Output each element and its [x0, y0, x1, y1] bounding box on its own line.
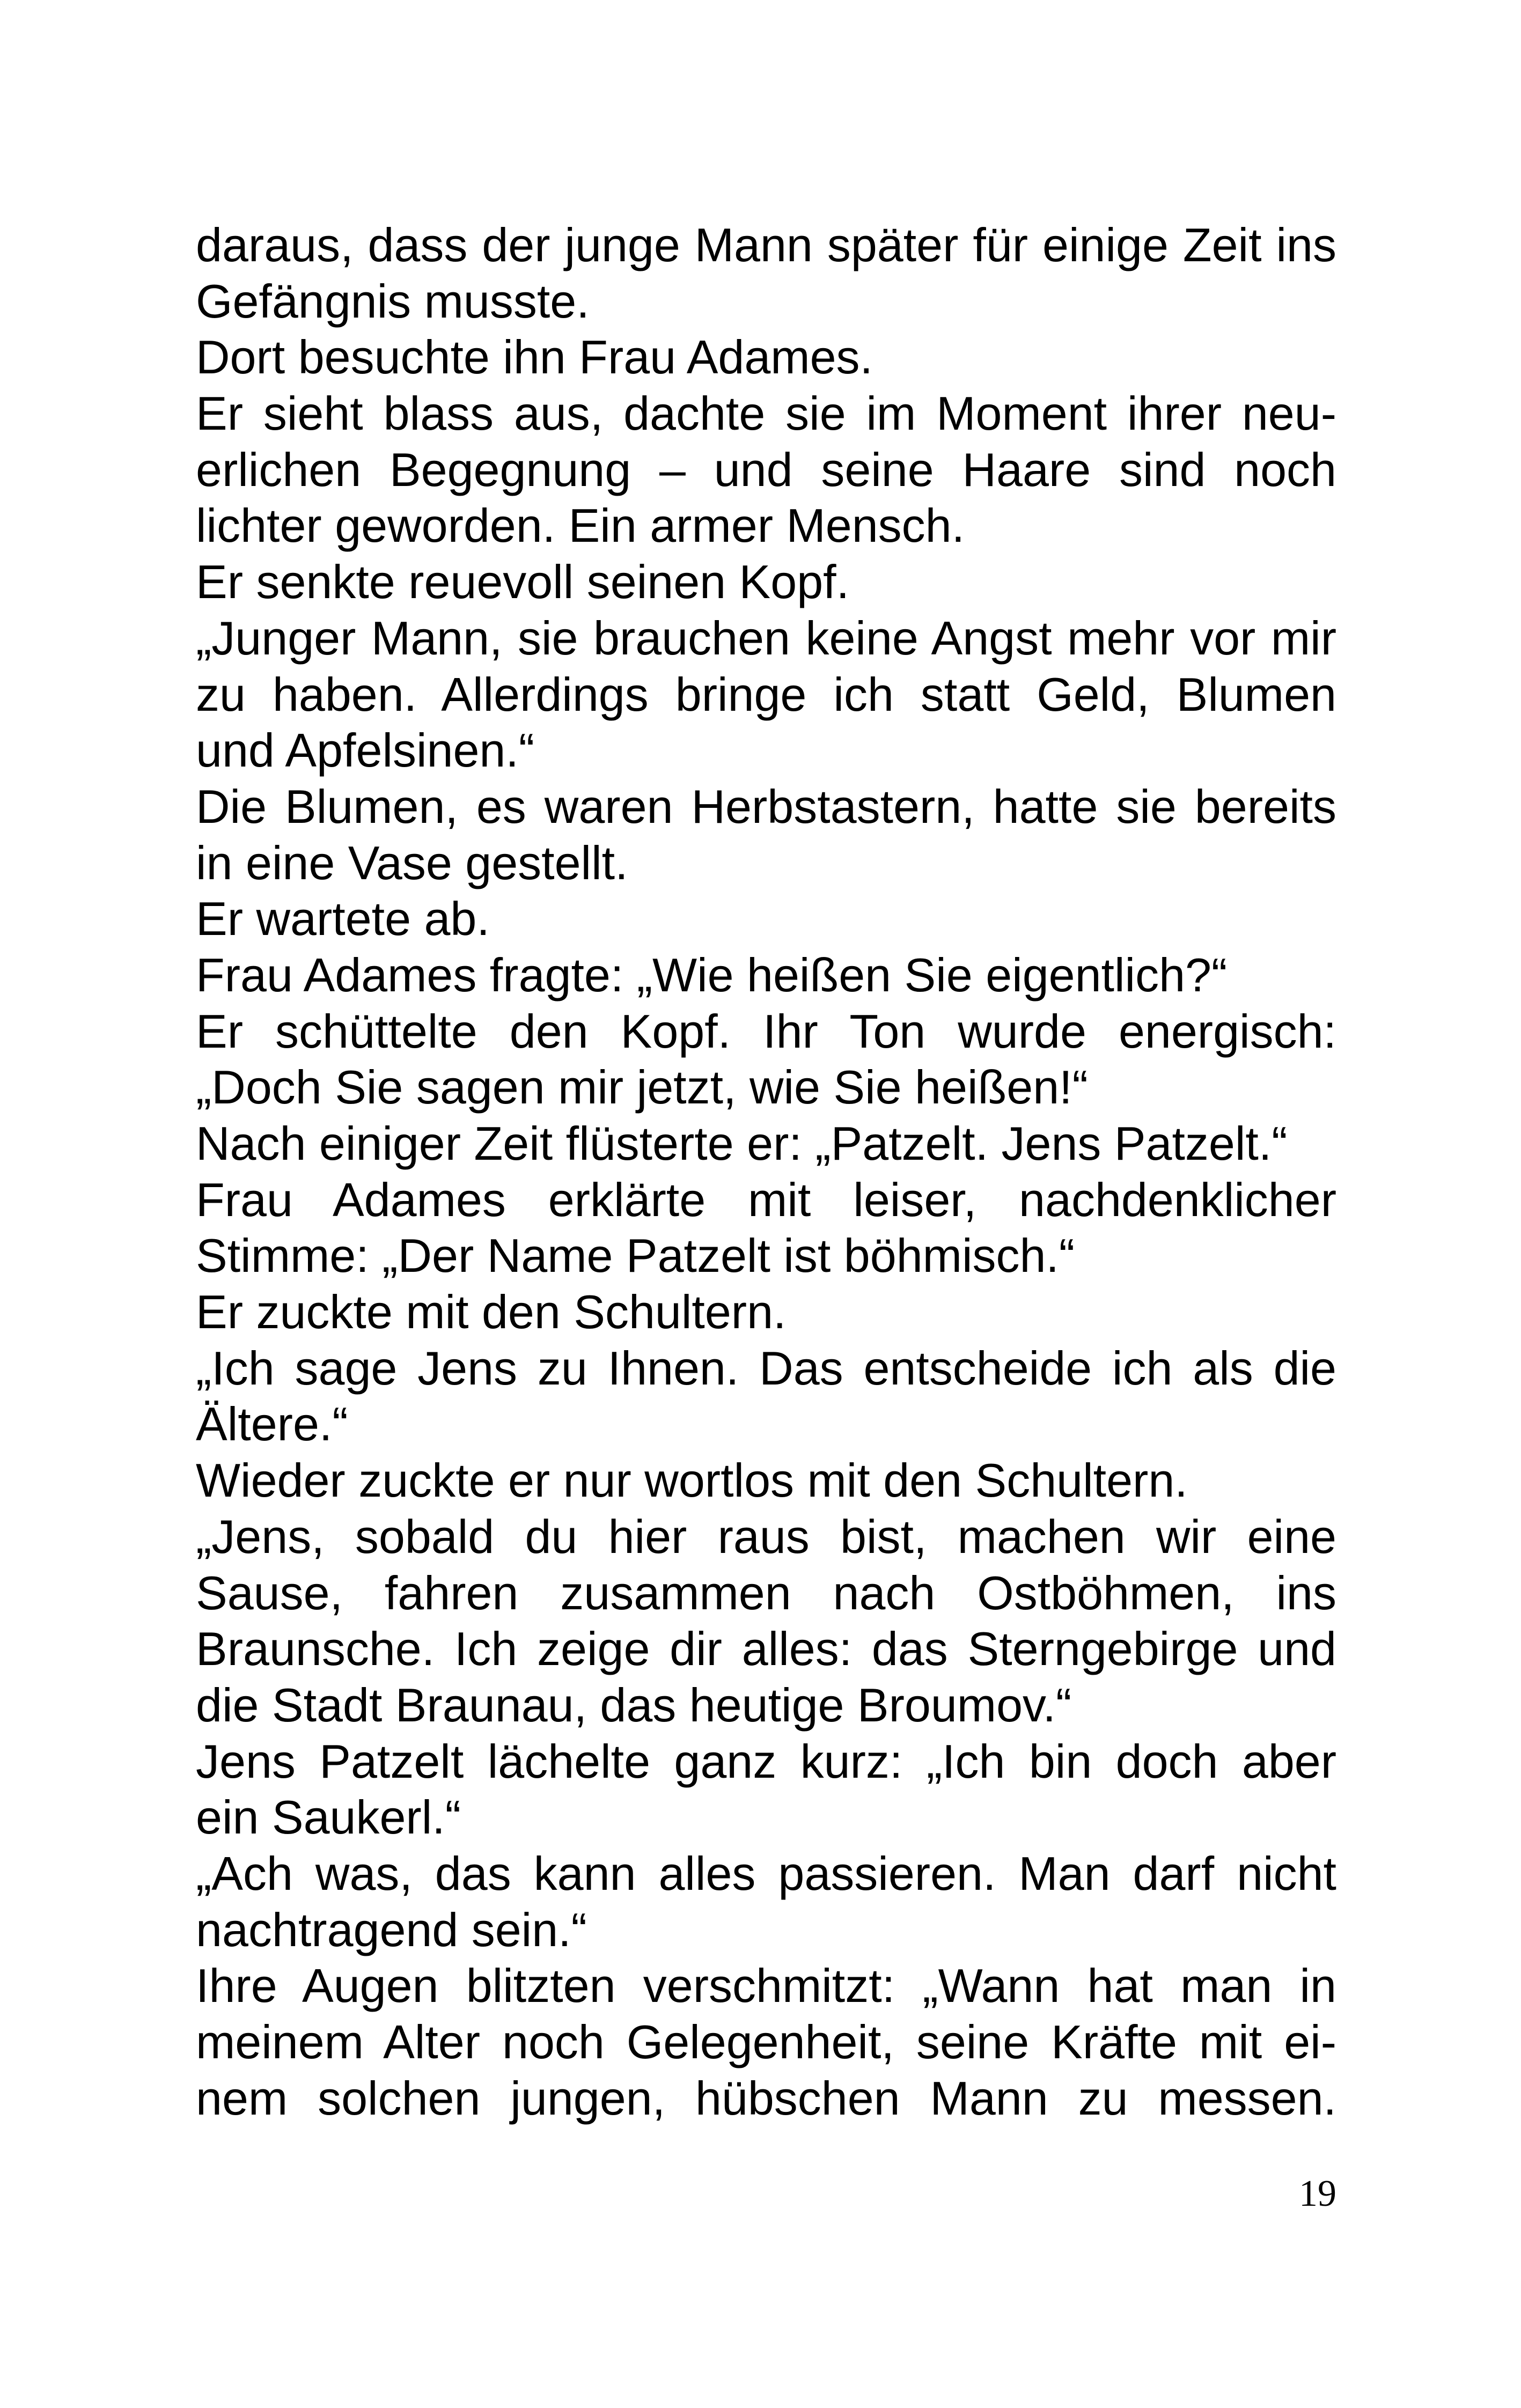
text-line: Gefängnis musste.	[196, 274, 590, 328]
text-line: und Apfelsinen.“	[196, 724, 535, 777]
text-line: nem solchen jungen, hübschen Mann zu messen.	[196, 2071, 1336, 2125]
text-line: „Jens, sobald du hier raus bist, machen wir eine	[196, 1509, 1336, 1563]
text-line: in eine Vase gestellt.	[196, 836, 628, 889]
text-line: Nach einiger Zeit flüsterte er: „Patzelt. Jens Patzelt.“	[196, 1117, 1288, 1170]
text-line: Jens Patzelt lächelte ganz kurz: „Ich bin doch aber	[196, 1734, 1336, 1788]
text-line: „Junger Mann, sie brauchen keine Angst mehr vor mir	[196, 611, 1336, 665]
text-line: ein Saukerl.“	[196, 1791, 461, 1844]
text-line: erlichen Begegnung – und seine Haare sind noch	[196, 443, 1336, 496]
page-number: 19	[1299, 2173, 1336, 2214]
text-line: Sause, fahren zusammen nach Ostböhmen, ins	[196, 1566, 1336, 1619]
text-line: Er schüttelte den Kopf. Ihr Ton wurde energisch:	[196, 1004, 1336, 1058]
text-line: Ältere.“	[196, 1397, 348, 1451]
text-line: Dort besuchte ihn Frau Adames.	[196, 330, 873, 384]
text-line: Ihre Augen blitzten verschmitzt: „Wann hat man in	[196, 1959, 1336, 2013]
text-line: Braunsche. Ich zeige dir alles: das Sterngebirge und	[196, 1622, 1336, 1676]
text-line: Frau Adames erklärte mit leiser, nachdenklicher	[196, 1173, 1336, 1226]
body-text	[196, 217, 1336, 2126]
text-line: „Ich sage Jens zu Ihnen. Das entscheide ich als die	[196, 1341, 1336, 1395]
text-line: lichter geworden. Ein armer Mensch.	[196, 499, 965, 553]
text-line: Er zuckte mit den Schultern.	[196, 1285, 787, 1339]
text-line: die Stadt Braunau, das heutige Broumov.“	[196, 1678, 1072, 1732]
text-line: zu haben. Allerdings bringe ich statt Geld, Blumen	[196, 667, 1336, 721]
text-line: meinem Alter noch Gelegenheit, seine Kräfte mit ei-	[196, 2015, 1336, 2068]
text-line: „Ach was, das kann alles passieren. Man darf nicht	[196, 1846, 1336, 1900]
text-line: Die Blumen, es waren Herbstastern, hatte sie bereits	[196, 779, 1336, 833]
text-line: Er wartete ab.	[196, 892, 490, 946]
text-line: Er sieht blass aus, dachte sie im Moment ihrer neu-	[196, 387, 1336, 440]
text-line: „Doch Sie sagen mir jetzt, wie Sie heißen!“	[196, 1061, 1088, 1114]
text-line: Wieder zuckte er nur wortlos mit den Schultern.	[196, 1454, 1188, 1507]
text-line: nachtragend sein.“	[196, 1903, 587, 1956]
text-line: Stimme: „Der Name Patzelt ist böhmisch.“	[196, 1229, 1075, 1283]
text-line: Er senkte reuevoll seinen Kopf.	[196, 555, 850, 609]
text-line: daraus, dass der junge Mann später für einige Zeit ins	[196, 218, 1336, 271]
text-line: Frau Adames fragte: „Wie heißen Sie eigentlich?“	[196, 948, 1228, 1002]
